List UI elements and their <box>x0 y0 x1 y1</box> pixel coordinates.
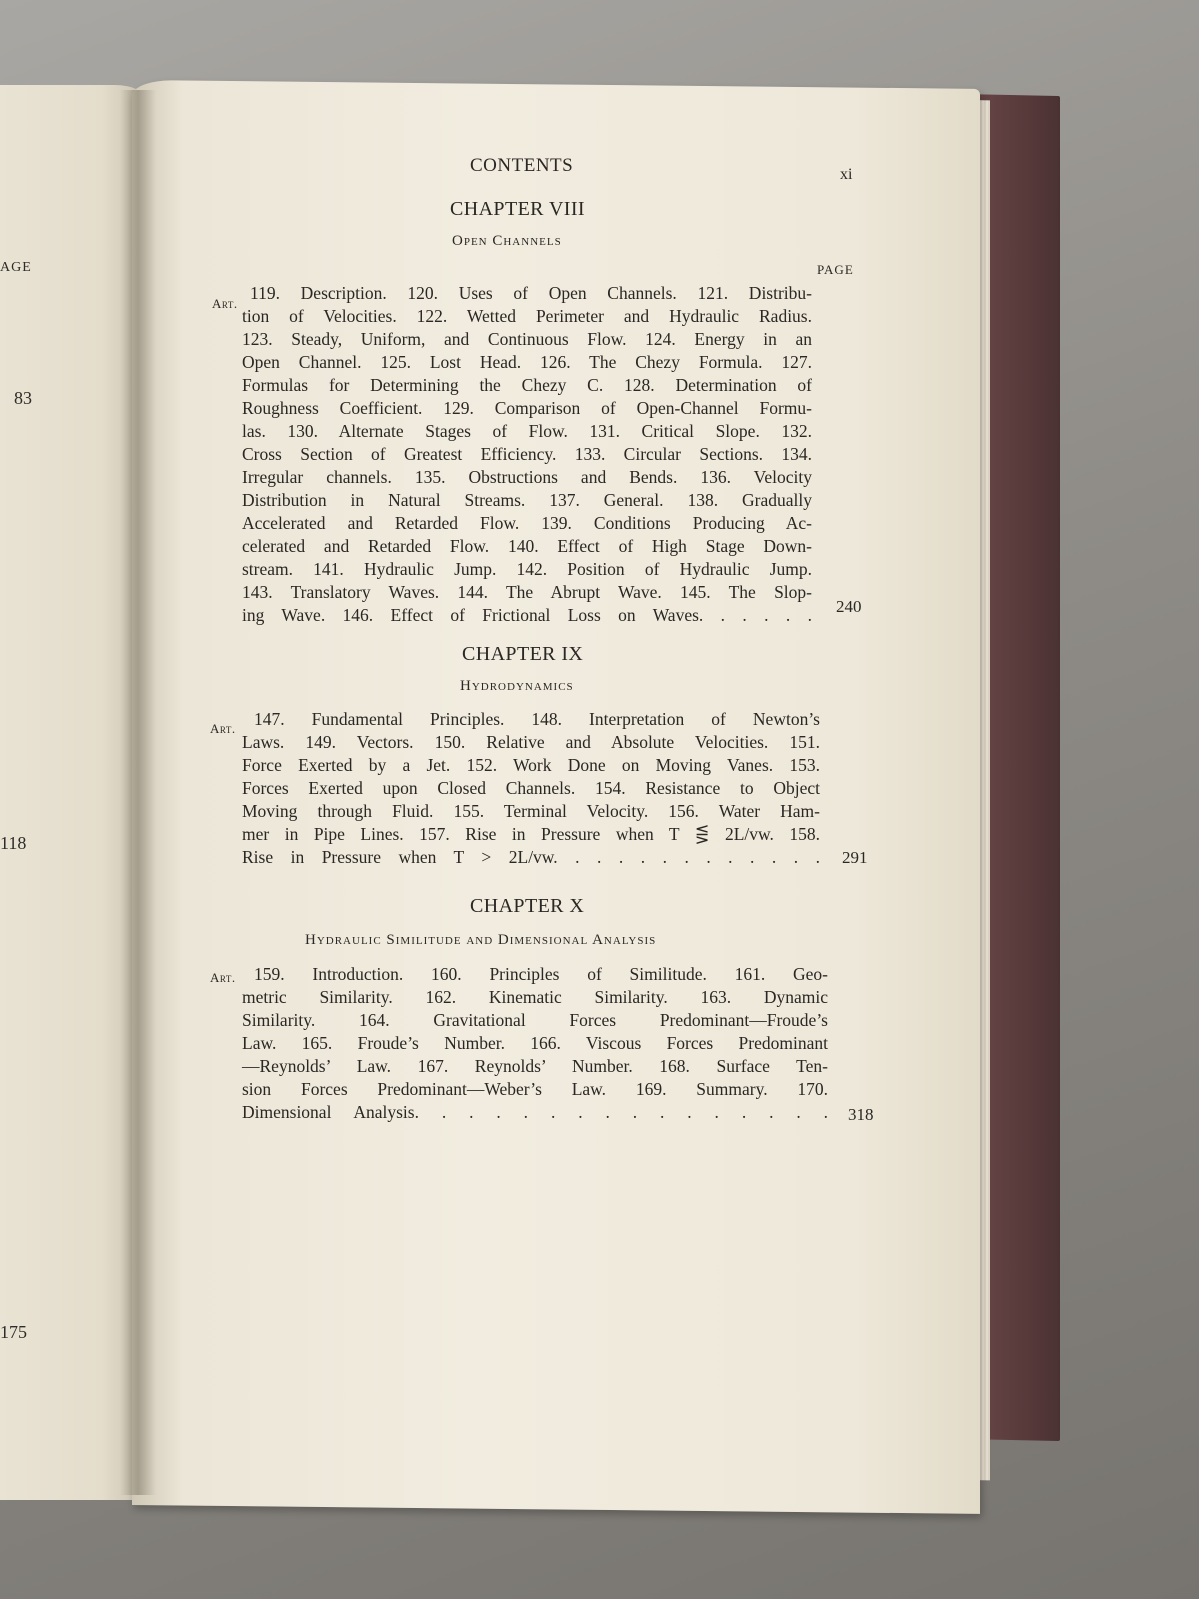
toc-line: 147. Fundamental Principles. 148. Interpretation of Newton’s <box>254 709 820 729</box>
chapter-9-entries <box>242 708 820 869</box>
chapter-10-heading: CHAPTER X <box>470 895 585 917</box>
toc-line: Open Channel. 125. Lost Head. 126. The Chezy Formula. 127. <box>242 352 812 372</box>
toc-line: Laws. 149. Vectors. 150. Relative and Absolute Velocities. 151. <box>242 732 820 752</box>
toc-line: tion of Velocities. 122. Wetted Perimeter and Hydraulic Radius. <box>242 306 812 326</box>
toc-line: Law. 165. Froude’s Number. 166. Viscous Forces Predominant <box>242 1033 828 1053</box>
chapter-10-art-label: Art. <box>210 970 236 985</box>
toc-line: 119. Description. 120. Uses of Open Channels. 121. Distribu- <box>250 283 812 303</box>
toc-line: Force Exerted by a Jet. 152. Work Done on Moving Vanes. 153. <box>242 755 820 775</box>
chapter-9-art-label: Art. <box>210 721 236 736</box>
left-page-number-3: 175 <box>0 1322 27 1342</box>
toc-line: 143. Translatory Waves. 144. The Abrupt Wave. 145. The Slop- <box>242 582 812 602</box>
toc-line: metric Similarity. 162. Kinematic Similarity. 163. Dynamic <box>242 987 828 1007</box>
toc-line: ing Wave. 146. Effect of Frictional Loss on Waves. . . . . . <box>242 605 812 625</box>
toc-line: las. 130. Alternate Stages of Flow. 131. Critical Slope. 132. <box>242 421 812 441</box>
chapter-10-subtitle: Hydraulic Similitude and Dimensional Analysis <box>305 932 657 948</box>
gutter-shadow <box>120 90 156 1495</box>
chapter-8-page-ref: 240 <box>836 597 862 616</box>
chapter-9-heading: CHAPTER IX <box>462 643 584 665</box>
toc-line: Roughness Coefficient. 129. Comparison of Open-Channel Formu- <box>242 398 812 418</box>
chapter-8-entries <box>242 282 812 627</box>
left-page-label: AGE <box>0 260 32 275</box>
chapter-9-subtitle: Hydrodynamics <box>460 678 574 694</box>
left-page-number-1: 83 <box>14 388 32 408</box>
toc-line: Forces Exerted upon Closed Channels. 154. Resistance to Object <box>242 778 820 798</box>
toc-line: 159. Introduction. 160. Principles of Similitude. 161. Geo- <box>254 964 828 984</box>
chapter-8-art-label: Art. <box>212 296 238 311</box>
running-header-title: CONTENTS <box>470 155 574 176</box>
toc-line: stream. 141. Hydraulic Jump. 142. Position of Hydraulic Jump. <box>242 559 812 579</box>
toc-line: Cross Section of Greatest Efficiency. 133. Circular Sections. 134. <box>242 444 812 464</box>
chapter-8-heading: CHAPTER VIII <box>450 198 585 220</box>
toc-line: celerated and Retarded Flow. 140. Effect of High Stage Down- <box>242 536 812 556</box>
running-header-page-number: xi <box>840 166 853 183</box>
toc-line: —Reynolds’ Law. 167. Reynolds’ Number. 168. Surface Ten- <box>242 1056 828 1076</box>
left-page-number-2: 118 <box>0 833 27 853</box>
toc-line: Accelerated and Retarded Flow. 139. Conditions Producing Ac- <box>242 513 812 533</box>
chapter-9-page-ref: 291 <box>842 848 868 867</box>
toc-line: mer in Pipe Lines. 157. Rise in Pressure when T ⋚ 2L/vw. 158. <box>242 824 820 844</box>
toc-line: Irregular channels. 135. Obstructions and Bends. 136. Velocity <box>242 467 812 487</box>
toc-line: 123. Steady, Uniform, and Continuous Flow. 124. Energy in an <box>242 329 812 349</box>
chapter-10-page-ref: 318 <box>848 1105 874 1124</box>
toc-line: Similarity. 164. Gravitational Forces Predominant—Froude’s <box>242 1010 828 1030</box>
toc-line: Dimensional Analysis. . . . . . . . . . . . . . . . <box>242 1102 828 1122</box>
toc-line: Distribution in Natural Streams. 137. General. 138. Gradually <box>242 490 812 510</box>
toc-line: Formulas for Determining the Chezy C. 128. Determination of <box>242 375 812 395</box>
page-column-label: PAGE <box>817 262 854 277</box>
chapter-8-subtitle: Open Channels <box>452 233 562 249</box>
toc-line: Moving through Fluid. 155. Terminal Velocity. 156. Water Ham- <box>242 801 820 821</box>
chapter-10-entries <box>242 963 828 1124</box>
toc-line: Rise in Pressure when T > 2L/vw. . . . . . . . . . . . . <box>242 847 820 867</box>
toc-line: sion Forces Predominant—Weber’s Law. 169. Summary. 170. <box>242 1079 828 1099</box>
